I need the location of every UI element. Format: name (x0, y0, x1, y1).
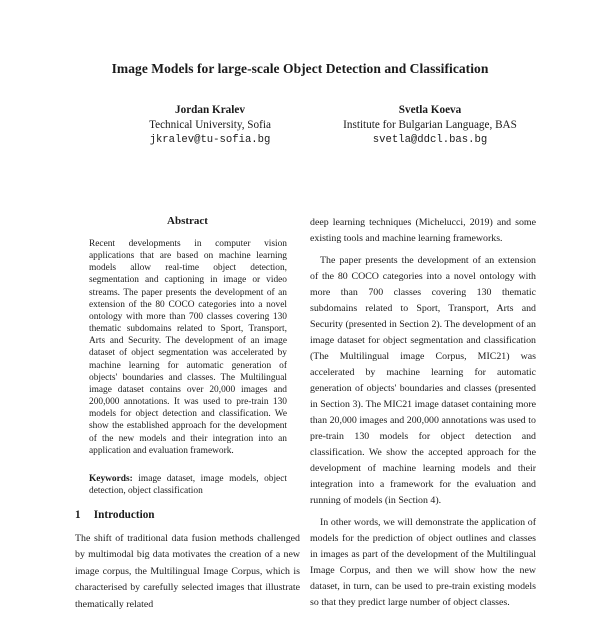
body-paragraph: deep learning techniques (Michelucci, 2019) and some existing tools and machine learning frameworks. (310, 217, 536, 244)
keywords-text: image dataset, image models, object detection, object classification (89, 474, 287, 497)
keywords (89, 473, 287, 497)
section-title: Introduction (93, 509, 155, 521)
paper-title: Image Models for large-scale Object Detection and Classification (111, 61, 489, 76)
author-block-2 (315, 103, 545, 147)
author-name: Jordan Kralev (175, 104, 245, 116)
keywords-label: Keywords: (89, 474, 133, 484)
section-heading (75, 509, 155, 521)
section-number: 1 (75, 509, 81, 521)
author-name: Svetla Koeva (398, 104, 462, 116)
author-affiliation: Institute for Bulgarian Language, BAS (343, 118, 517, 131)
body-paragraph: In other words, we will demonstrate the application of models for the prediction of object outlines and classes in images as part of the development of the Multilingual Image Corpus, and then we will show how the new dataset, in turn, can be used to pre-train existing models so that they predict large number of object classes. (310, 517, 536, 608)
intro-paragraph: The shift of traditional data fusion methods challenged by multimodal big data motivates the creation of a new image corpus, the Multilingual Image Corpus, which is characterised by carefully selected images that illustrate thematically related (75, 533, 300, 610)
body-paragraph: The paper presents the development of an extension of the 80 COCO categories into a novel ontology with more than 700 classes covering 130 thematic subdomains related to Sport, Transport, Arts and Security (presented in Section 2). The development of an image dataset for object segmentation and classification (The Multilingual image Corpus, MIC21) was accelerated by machine learning for automatic generation of objects' boundaries and classes (presented in Section 3). The MIC21 image dataset containing more than 20,000 images and 200,000 annotations was used to pre-train 130 models for object detection and classification. We show the accepted approach for the development of machine learning models and their integration into a framework for the evaluation and running of models (in Section 4). (310, 255, 536, 506)
right-column-text (310, 215, 536, 617)
author-email[interactable]: jkralev@tu-sofia.bg (149, 133, 271, 146)
abstract-text: Recent developments in computer vision applications that are based on machine learning models allow real-time object detection, segmentation and captioning in image or video streams. The paper presents the development of an extension of the 80 COCO categories into a novel ontology with more than 700 classes covering 130 thematic subdomains related to Sport, Transport, Arts and Security. The development of an image dataset of object segmentation was accelerated by machine learning for automatic generation of objects' boundaries and classes. The Multilingual image dataset contains over 20,000 images and 200,000 annotations. It was used to pre-train 130 models for object detection and classification. We show the established approach for the development of the new models and their integration into an application and evaluation framework. (89, 239, 287, 456)
author-email[interactable]: svetla@ddcl.bas.bg (372, 133, 488, 146)
abstract-heading: Abstract (167, 215, 208, 227)
author-block-1 (100, 103, 320, 147)
author-affiliation: Technical University, Sofia (149, 118, 271, 131)
